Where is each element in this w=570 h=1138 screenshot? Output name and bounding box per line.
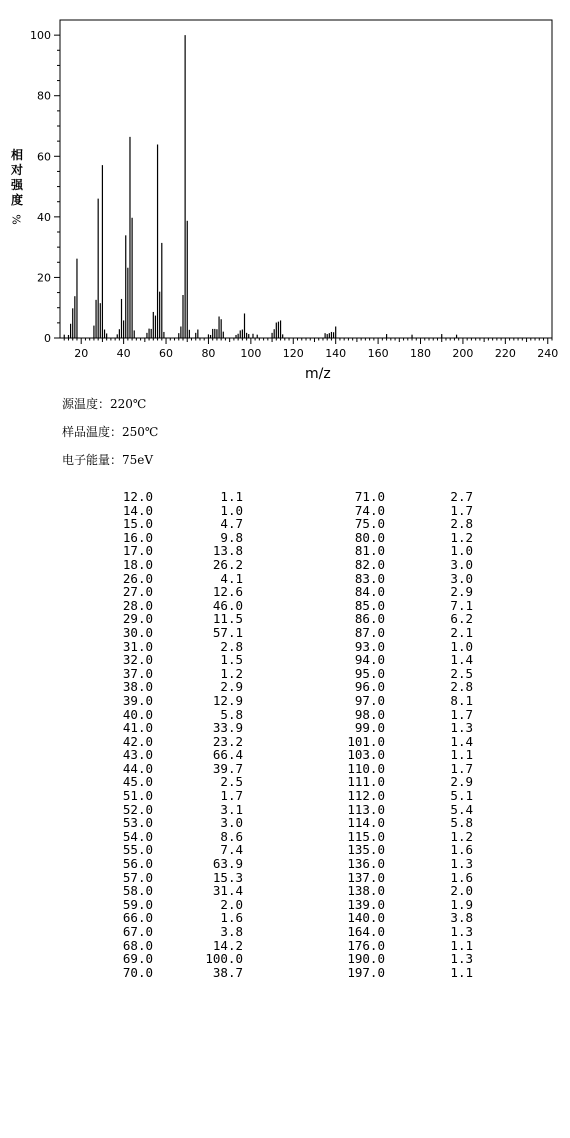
- mz-cell: 94.0: [354, 652, 385, 668]
- table-row: [105, 680, 473, 694]
- intensity-cell: 2.0: [220, 896, 243, 912]
- intensity-cell: 15.3: [212, 869, 243, 885]
- intensity-cell: 26.2: [212, 556, 243, 572]
- mz-cell: 80.0: [354, 529, 385, 545]
- mz-cell: 135.0: [347, 842, 385, 858]
- x-tick-label: 120: [282, 347, 304, 360]
- table-row: [105, 599, 473, 613]
- table-row: [105, 871, 473, 885]
- intensity-cell: 1.1: [220, 489, 243, 504]
- intensity-cell: 2.8: [450, 516, 473, 532]
- y-tick-label: 40: [37, 210, 51, 224]
- intensity-cell: 1.0: [220, 502, 243, 518]
- intensity-cell: 1.3: [450, 720, 473, 736]
- mz-cell: 176.0: [347, 937, 385, 953]
- intensity-cell: 1.2: [450, 529, 473, 545]
- table-row: [105, 531, 473, 545]
- mz-cell: 115.0: [347, 828, 385, 844]
- table-row: [105, 572, 473, 586]
- table-row: [105, 884, 473, 898]
- table-row: [105, 789, 473, 803]
- y-axis-label: [8, 148, 26, 227]
- mz-cell: 87.0: [354, 624, 385, 640]
- mz-cell: 69.0: [122, 951, 153, 967]
- intensity-cell: 4.7: [220, 516, 243, 532]
- mz-cell: 103.0: [347, 747, 385, 763]
- intensity-cell: 5.8: [450, 815, 473, 831]
- y-tick-label: 80: [37, 89, 51, 103]
- mz-cell: 67.0: [122, 924, 153, 939]
- intensity-cell: 3.8: [450, 910, 473, 926]
- intensity-cell: 2.9: [450, 584, 473, 600]
- y-axis: [30, 29, 60, 345]
- intensity-cell: 1.6: [450, 869, 473, 885]
- intensity-cell: 39.7: [212, 760, 243, 776]
- intensity-cell: 3.0: [450, 556, 473, 572]
- mz-cell: 51.0: [122, 788, 153, 804]
- intensity-cell: 1.7: [450, 706, 473, 722]
- table-row: [105, 640, 473, 654]
- mz-cell: 57.0: [122, 869, 153, 885]
- mz-cell: 17.0: [122, 543, 153, 559]
- intensity-cell: 3.1: [220, 801, 243, 817]
- mz-cell: 39.0: [122, 692, 153, 708]
- mz-cell: 101.0: [347, 733, 385, 749]
- y-tick-label: 0: [44, 332, 51, 345]
- mz-cell: 84.0: [354, 584, 385, 600]
- intensity-cell: 1.3: [450, 924, 473, 939]
- intensity-cell: 3.0: [220, 815, 243, 831]
- mz-cell: 12.0: [122, 489, 153, 504]
- intensity-cell: 1.1: [450, 937, 473, 953]
- y-axis-title: 相对强度: [10, 148, 23, 207]
- mz-cell: 44.0: [122, 760, 153, 776]
- mz-cell: 29.0: [122, 611, 153, 627]
- x-axis-label: m/z: [305, 366, 331, 382]
- mz-cell: 82.0: [354, 556, 385, 572]
- intensity-cell: 5.4: [450, 801, 473, 817]
- table-row: [105, 843, 473, 857]
- y-tick-label: 100: [30, 29, 51, 43]
- mz-cell: 71.0: [354, 489, 385, 504]
- mz-cell: 28.0: [122, 597, 153, 613]
- mz-cell: 81.0: [354, 543, 385, 559]
- intensity-cell: 63.9: [212, 856, 243, 872]
- x-tick-label: 100: [240, 347, 262, 360]
- mz-cell: 93.0: [354, 638, 385, 654]
- spectrum-peaks: [64, 35, 456, 338]
- x-tick-label: 160: [367, 347, 389, 360]
- intensity-cell: 1.6: [220, 910, 243, 926]
- table-row: [105, 626, 473, 640]
- mz-cell: 55.0: [122, 842, 153, 858]
- mz-cell: 16.0: [122, 529, 153, 545]
- intensity-cell: 3.8: [220, 924, 243, 939]
- intensity-cell: 3.0: [450, 570, 473, 586]
- table-row: [105, 925, 473, 939]
- x-tick-label: 140: [325, 347, 347, 360]
- intensity-cell: 33.9: [212, 720, 243, 736]
- table-row: [105, 721, 473, 735]
- mz-cell: 111.0: [347, 774, 385, 790]
- mz-cell: 42.0: [122, 733, 153, 749]
- mz-cell: 68.0: [122, 937, 153, 953]
- x-axis: [64, 338, 558, 360]
- mass-spectrum-chart: [0, 0, 570, 385]
- intensity-cell: 1.7: [450, 760, 473, 776]
- mz-cell: 136.0: [347, 856, 385, 872]
- peak-table: [105, 490, 473, 979]
- mz-cell: 18.0: [122, 556, 153, 572]
- x-tick-label: 60: [159, 347, 174, 360]
- intensity-cell: 9.8: [220, 529, 243, 545]
- y-tick-label: 60: [37, 150, 51, 164]
- mz-cell: 138.0: [347, 883, 385, 899]
- intensity-cell: 66.4: [212, 747, 243, 763]
- table-row: [105, 490, 473, 504]
- mz-cell: 137.0: [347, 869, 385, 885]
- intensity-cell: 1.3: [450, 951, 473, 967]
- intensity-cell: 1.7: [220, 788, 243, 804]
- y-tick-label: 20: [37, 271, 51, 285]
- intensity-cell: 1.0: [450, 543, 473, 559]
- intensity-cell: 2.8: [220, 638, 243, 654]
- intensity-cell: 23.2: [212, 733, 243, 749]
- table-row: [105, 653, 473, 667]
- intensity-cell: 8.6: [220, 828, 243, 844]
- mz-cell: 83.0: [354, 570, 385, 586]
- mz-cell: 99.0: [354, 720, 385, 736]
- intensity-cell: 2.7: [450, 489, 473, 504]
- mz-cell: 97.0: [354, 692, 385, 708]
- table-row: [105, 504, 473, 518]
- table-row: [105, 612, 473, 626]
- table-row: [105, 748, 473, 762]
- intensity-cell: 14.2: [212, 937, 243, 953]
- table-row: [105, 939, 473, 953]
- table-row: [105, 857, 473, 871]
- mz-cell: 32.0: [122, 652, 153, 668]
- table-row: [105, 708, 473, 722]
- intensity-cell: 5.1: [450, 788, 473, 804]
- mz-cell: 31.0: [122, 638, 153, 654]
- table-row: [105, 735, 473, 749]
- intensity-cell: 1.4: [450, 652, 473, 668]
- intensity-cell: 4.1: [220, 570, 243, 586]
- mz-cell: 140.0: [347, 910, 385, 926]
- intensity-cell: 5.8: [220, 706, 243, 722]
- x-tick-label: 200: [452, 347, 474, 360]
- source-temperature: 源温度：220℃: [62, 397, 147, 411]
- table-row: [105, 517, 473, 531]
- intensity-cell: 2.9: [220, 679, 243, 695]
- intensity-cell: 2.1: [450, 624, 473, 640]
- table-row: [105, 544, 473, 558]
- x-tick-label: 20: [74, 347, 89, 360]
- intensity-cell: 8.1: [450, 692, 473, 708]
- intensity-cell: 1.1: [450, 964, 473, 980]
- intensity-cell: 1.2: [220, 665, 243, 681]
- intensity-cell: 2.9: [450, 774, 473, 790]
- intensity-cell: 6.2: [450, 611, 473, 627]
- mz-cell: 45.0: [122, 774, 153, 790]
- mz-cell: 58.0: [122, 883, 153, 899]
- mz-cell: 54.0: [122, 828, 153, 844]
- intensity-cell: 7.1: [450, 597, 473, 613]
- table-row: [105, 803, 473, 817]
- plot-frame: [60, 20, 552, 338]
- mz-cell: 139.0: [347, 896, 385, 912]
- mz-cell: 53.0: [122, 815, 153, 831]
- intensity-cell: 1.6: [450, 842, 473, 858]
- table-row: [105, 898, 473, 912]
- y-axis-unit: %: [10, 214, 24, 225]
- table-row: [105, 816, 473, 830]
- table-row: [105, 966, 473, 980]
- table-row: [105, 762, 473, 776]
- mz-cell: 98.0: [354, 706, 385, 722]
- mz-cell: 95.0: [354, 665, 385, 681]
- intensity-cell: 7.4: [220, 842, 243, 858]
- mz-cell: 59.0: [122, 896, 153, 912]
- x-tick-label: 180: [410, 347, 432, 360]
- sample-temperature: 样品温度：250℃: [62, 425, 159, 439]
- intensity-cell: 1.2: [450, 828, 473, 844]
- intensity-cell: 12.6: [212, 584, 243, 600]
- intensity-cell: 1.4: [450, 733, 473, 749]
- mz-cell: 113.0: [347, 801, 385, 817]
- intensity-cell: 1.1: [450, 747, 473, 763]
- intensity-cell: 1.7: [450, 502, 473, 518]
- intensity-cell: 1.9: [450, 896, 473, 912]
- table-row: [105, 694, 473, 708]
- mz-cell: 197.0: [347, 964, 385, 980]
- table-row: [105, 585, 473, 599]
- intensity-cell: 2.8: [450, 679, 473, 695]
- mz-cell: 74.0: [354, 502, 385, 518]
- electron-energy: 电子能量：75eV: [62, 453, 154, 467]
- mz-cell: 37.0: [122, 665, 153, 681]
- mz-cell: 27.0: [122, 584, 153, 600]
- mz-cell: 15.0: [122, 516, 153, 532]
- table-row: [105, 830, 473, 844]
- intensity-cell: 13.8: [212, 543, 243, 559]
- mz-cell: 110.0: [347, 760, 385, 776]
- intensity-cell: 2.5: [220, 774, 243, 790]
- mz-cell: 190.0: [347, 951, 385, 967]
- mz-cell: 85.0: [354, 597, 385, 613]
- mz-cell: 30.0: [122, 624, 153, 640]
- mz-cell: 43.0: [122, 747, 153, 763]
- intensity-cell: 2.0: [450, 883, 473, 899]
- table-row: [105, 952, 473, 966]
- intensity-cell: 12.9: [212, 692, 243, 708]
- mz-cell: 38.0: [122, 679, 153, 695]
- x-tick-label: 240: [537, 347, 559, 360]
- mz-cell: 112.0: [347, 788, 385, 804]
- intensity-cell: 38.7: [212, 964, 243, 980]
- mz-cell: 26.0: [122, 570, 153, 586]
- table-row: [105, 775, 473, 789]
- mz-cell: 86.0: [354, 611, 385, 627]
- intensity-cell: 31.4: [212, 883, 243, 899]
- intensity-cell: 1.0: [450, 638, 473, 654]
- mz-cell: 66.0: [122, 910, 153, 926]
- mz-cell: 164.0: [347, 924, 385, 939]
- mz-cell: 14.0: [122, 502, 153, 518]
- mz-cell: 114.0: [347, 815, 385, 831]
- intensity-cell: 1.3: [450, 856, 473, 872]
- intensity-cell: 46.0: [212, 597, 243, 613]
- mz-cell: 96.0: [354, 679, 385, 695]
- mz-cell: 56.0: [122, 856, 153, 872]
- x-tick-label: 80: [201, 347, 216, 360]
- intensity-cell: 1.5: [220, 652, 243, 668]
- x-tick-label: 40: [116, 347, 131, 360]
- intensity-cell: 2.5: [450, 665, 473, 681]
- x-tick-label: 220: [494, 347, 516, 360]
- mz-cell: 52.0: [122, 801, 153, 817]
- mz-cell: 75.0: [354, 516, 385, 532]
- table-row: [105, 911, 473, 925]
- intensity-cell: 11.5: [212, 611, 243, 627]
- mz-cell: 40.0: [122, 706, 153, 722]
- mz-cell: 41.0: [122, 720, 153, 736]
- table-row: [105, 667, 473, 681]
- table-row: [105, 558, 473, 572]
- intensity-cell: 100.0: [205, 951, 243, 967]
- intensity-cell: 57.1: [212, 624, 243, 640]
- mz-cell: 70.0: [122, 964, 153, 980]
